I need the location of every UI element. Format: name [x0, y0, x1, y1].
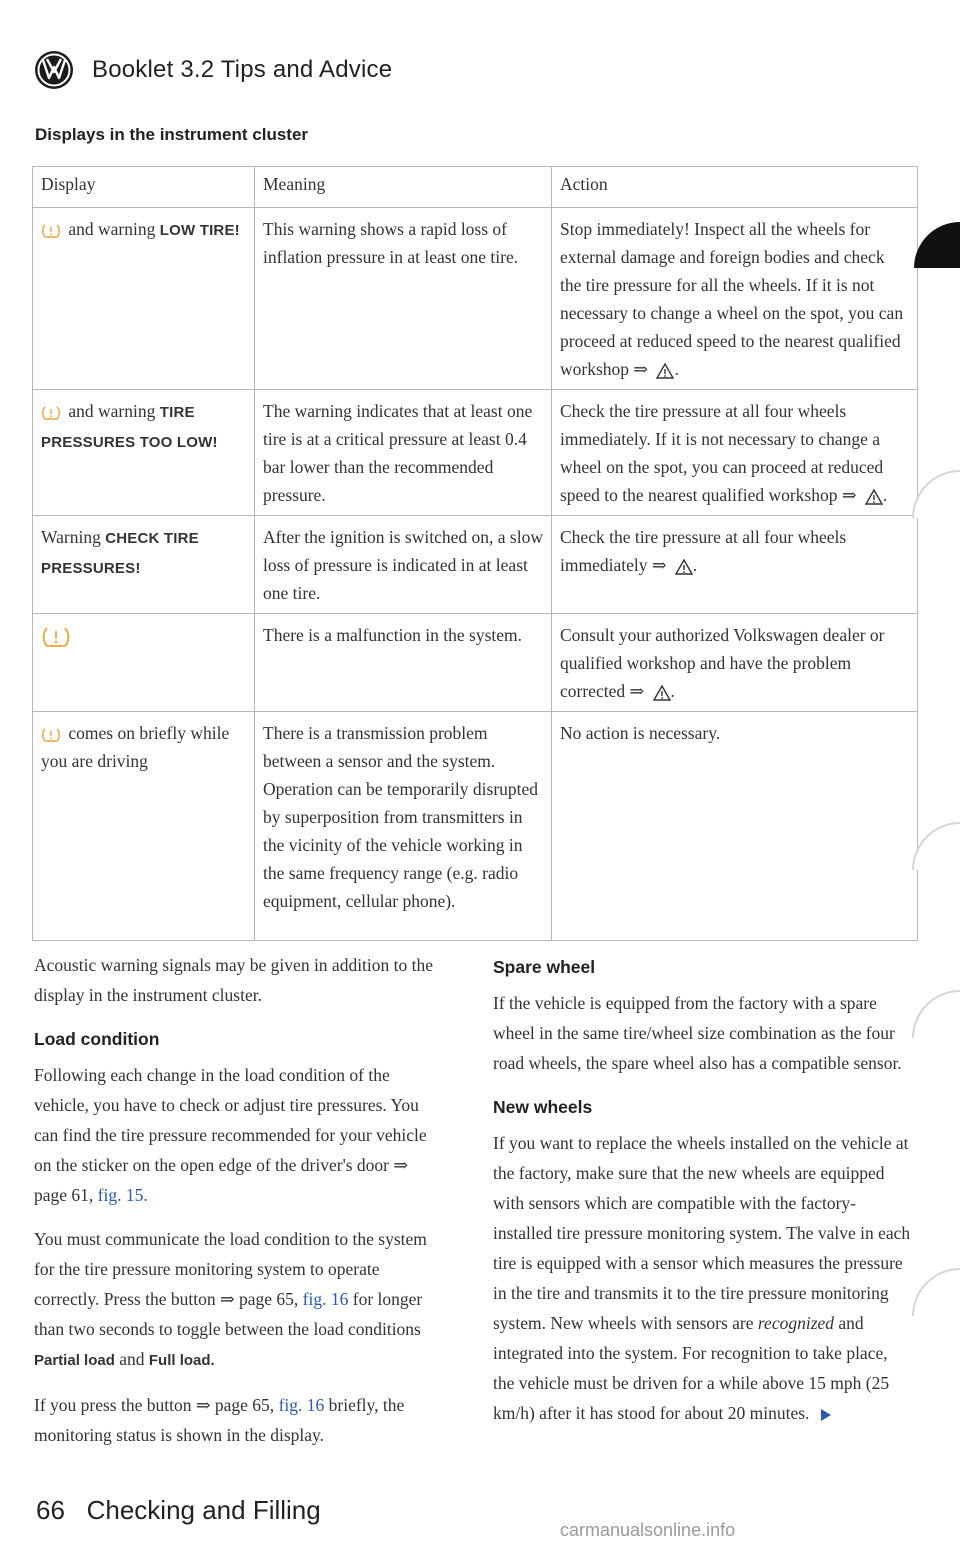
- vw-logo-icon: [34, 50, 74, 90]
- table-row: [33, 614, 918, 712]
- page-footer: [36, 1495, 321, 1526]
- acoustic-paragraph: Acoustic warning signals may be given in addition to the display in the instrument cluster.: [34, 955, 434, 1005]
- header-action: Action: [552, 167, 918, 208]
- partial-load-label: Partial load: [34, 1352, 115, 1369]
- load-p3-text-a: If you press the button ⇒ page 65,: [34, 1395, 275, 1415]
- display-prefix: comes on briefly while you are driving: [41, 723, 230, 771]
- action-cell: Stop immediately! Inspect all the wheels for external damage and foreign bodies and check the tire pressure for all the wheels. If it is not necessary to change a wheel on the spot, you can proceed at reduced speed to the nearest qualified workshop ⇒ .: [552, 208, 918, 390]
- meaning-cell: There is a malfunction in the system.: [255, 614, 552, 712]
- new-wheels-text-a: If you want to replace the wheels installed on the vehicle at the factory, make sure that the new wheels are equipped with sensors which are compatible with the factory-installed tire pressure monitoring system. The valve in each tire is equipped with a sensor which measures the pressure in the tire and transmits it to the tire pressure monitoring system. New wheels with sensors are: [493, 1133, 911, 1333]
- load-p1-text: Following each change in the load condition of the vehicle, you have to check or adjust tire pressures. You can find the tire pressure recommended for your vehicle on the sticker on the open edge of the driver's door ⇒ page 61,: [34, 1065, 427, 1205]
- spare-wheel-paragraph: If the vehicle is equipped from the factory with a spare wheel in the same tire/wheel size combination as the four road wheels, the spare wheel also has a compatible sensor.: [493, 993, 902, 1073]
- action-cell: Check the tire pressure at all four wheels immediately ⇒ .: [552, 516, 918, 614]
- thumb-tab: [912, 990, 960, 1038]
- warning-triangle-icon: [656, 363, 674, 379]
- left-column: [34, 950, 444, 1464]
- thumb-tab: [912, 822, 960, 870]
- tpms-icon-large: [41, 625, 71, 649]
- load-condition-heading: Load condition: [34, 1029, 160, 1049]
- display-cell: [33, 712, 255, 941]
- and-word: and: [119, 1349, 145, 1369]
- header-meaning: Meaning: [255, 167, 552, 208]
- warning-triangle-icon: [675, 559, 693, 575]
- table-row: [33, 208, 918, 390]
- svg-text:VW: VW: [34, 50, 36, 51]
- display-prefix: Warning: [41, 527, 101, 547]
- fig-16-link-2[interactable]: fig. 16: [278, 1395, 325, 1415]
- thumb-tab: [912, 470, 960, 518]
- page-header: [34, 48, 392, 92]
- new-wheels-paragraph: [493, 1128, 913, 1428]
- action-cell: No action is necessary.: [552, 712, 918, 941]
- meaning-cell: After the ignition is switched on, a slow loss of pressure is indicated in at least one tire.: [255, 516, 552, 614]
- page-number: 66: [36, 1495, 65, 1525]
- table-header-row: [33, 167, 918, 208]
- display-warning-text: TIRE PRESSURES TOO LOW!: [41, 404, 218, 451]
- load-p2-text-a: You must communicate the load condition to the system for the tire pressure monitoring system to operate correctly. Press the button ⇒ page 65,: [34, 1229, 427, 1309]
- action-text: Check the tire pressure at all four wheels immediately ⇒: [560, 527, 847, 575]
- action-text: Consult your authorized Volkswagen dealer or qualified workshop and have the problem corrected ⇒: [560, 625, 885, 701]
- meaning-cell: The warning indicates that at least one tire is at a critical pressure at least 0.4 bar lower than the recommended pressure.: [255, 390, 552, 516]
- table-row: [33, 516, 918, 614]
- fig-15-link[interactable]: fig. 15.: [97, 1185, 148, 1205]
- load-paragraph-3: [34, 1390, 444, 1450]
- watermark: carmanualsonline.info: [560, 1520, 736, 1540]
- action-text: Check the tire pressure at all four wheels immediately. If it is not necessary to change a wheel on the spot, you can proceed at reduced speed to the nearest qualified workshop ⇒: [560, 401, 884, 505]
- spare-wheel-heading: Spare wheel: [493, 957, 596, 977]
- load-paragraph-1: [34, 1060, 444, 1210]
- table-row: [33, 390, 918, 516]
- display-warning-text: LOW TIRE!: [159, 222, 240, 239]
- display-cell: [33, 614, 255, 712]
- load-paragraph-2: [34, 1224, 444, 1376]
- warning-triangle-icon: [653, 685, 671, 701]
- tpms-icon: [41, 223, 61, 239]
- continue-arrow-icon: [820, 1408, 832, 1422]
- booklet-title: Booklet 3.2 Tips and Advice: [92, 56, 393, 83]
- tpms-icon: [41, 727, 61, 743]
- display-prefix: and warning: [68, 401, 156, 421]
- header-display: Display: [33, 167, 255, 208]
- display-warning-text: CHECK TIRE PRESSURES!: [41, 530, 199, 577]
- thumb-tab: [914, 222, 960, 268]
- thumb-tab: [912, 1268, 960, 1316]
- tpms-icon: [41, 405, 61, 421]
- right-column: [493, 952, 913, 1442]
- display-cell: [33, 516, 255, 614]
- chapter-title: Checking and Filling: [86, 1495, 321, 1525]
- load-p3-text-b: briefly, the monitoring status is shown in the display.: [34, 1395, 405, 1445]
- section-title: Displays in the instrument cluster: [35, 125, 309, 144]
- warning-triangle-icon: [865, 489, 883, 505]
- action-cell: Consult your authorized Volkswagen dealer or qualified workshop and have the problem corrected ⇒ .: [552, 614, 918, 712]
- action-text: Stop immediately! Inspect all the wheels for external damage and foreign bodies and check the tire pressure for all the wheels. If it is not necessary to change a wheel on the spot, you can proceed at reduced speed to the nearest qualified workshop ⇒: [560, 219, 904, 379]
- action-cell: Check the tire pressure at all four wheels immediately. If it is not necessary to change a wheel on the spot, you can proceed at reduced speed to the nearest qualified workshop ⇒ .: [552, 390, 918, 516]
- full-load-label: Full load.: [148, 1352, 215, 1369]
- recognized-italic: recognized: [757, 1313, 835, 1333]
- display-cell: [33, 208, 255, 390]
- meaning-cell: This warning shows a rapid loss of inflation pressure in at least one tire.: [255, 208, 552, 390]
- table-row: [33, 712, 918, 941]
- display-cell: [33, 390, 255, 516]
- new-wheels-text-b: and integrated into the system. For recognition to take place, the vehicle must be driven for a while above 15 mph (25 km/h) after it has stood for about 20 minutes.: [493, 1313, 890, 1423]
- display-prefix: and warning: [68, 219, 156, 239]
- display-table: [32, 166, 918, 941]
- meaning-cell: There is a transmission problem between a sensor and the system. Operation can be temporarily disrupted by superposition from transmitters in the vicinity of the vehicle working in the same frequency range (e.g. radio equipment, cellular phone).: [255, 712, 552, 941]
- fig-16-link[interactable]: fig. 16: [302, 1289, 349, 1309]
- load-p2-text-b: for longer than two seconds to toggle between the load conditions: [34, 1289, 423, 1339]
- new-wheels-heading: New wheels: [493, 1097, 593, 1117]
